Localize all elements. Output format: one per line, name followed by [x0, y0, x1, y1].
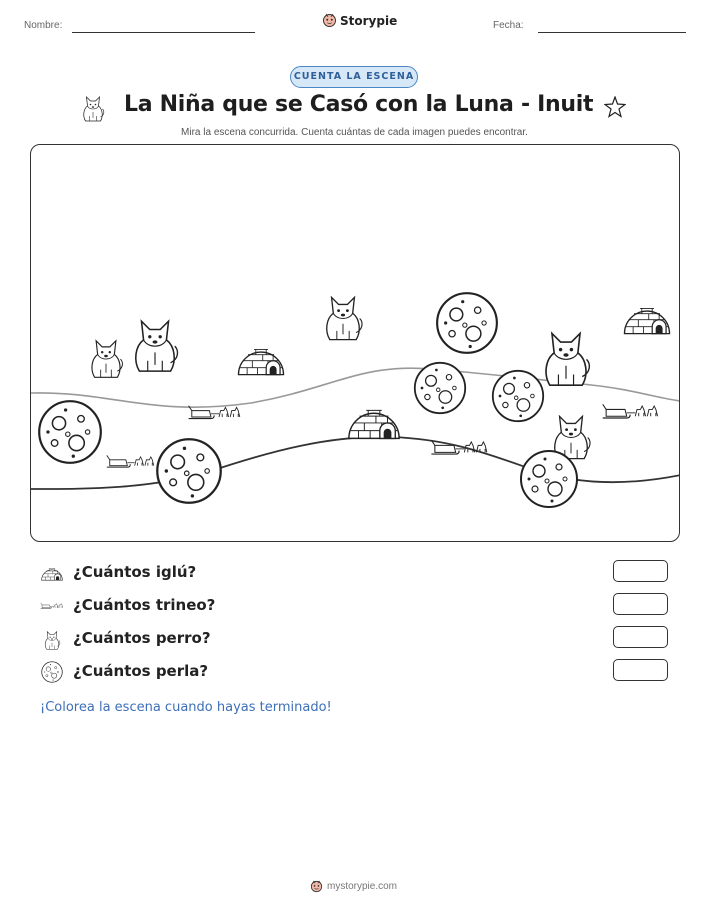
dog-1: [92, 341, 122, 377]
dog-2: [136, 321, 178, 371]
brand-name: Storypie: [340, 13, 398, 28]
date-label: Fecha:: [493, 20, 524, 31]
igloo-2: [624, 308, 669, 333]
sled-2: [107, 455, 154, 467]
storypie-logo: [322, 13, 397, 28]
title-row: [0, 92, 709, 124]
answer-box-dog[interactable]: [613, 626, 668, 648]
dog-icon: [40, 628, 64, 650]
igloo-3: [349, 410, 399, 438]
logo-icon: [322, 13, 337, 28]
sled-icon: [40, 595, 64, 617]
question-dog: ¿Cuántos perro?: [73, 629, 211, 647]
coloring-instruction: ¡Colorea la escena cuando hayas terminado!: [40, 700, 332, 715]
pearl-1: [437, 293, 497, 353]
sled-4: [603, 404, 658, 418]
scene-drawing: [31, 145, 680, 542]
dog-4: [546, 333, 589, 385]
footer-url: mystorypie.com: [327, 881, 398, 892]
date-field[interactable]: [538, 32, 686, 33]
igloo-1: [238, 349, 283, 374]
pearl-3: [493, 371, 543, 421]
question-row-sled: [40, 593, 680, 619]
igloo-icon: [40, 562, 64, 584]
question-row-dog: [40, 626, 680, 652]
logo-icon: [310, 880, 323, 893]
scene-illustration: [30, 144, 680, 542]
activity-badge: CUENTA LA ESCENA: [290, 66, 418, 88]
page-title: La Niña que se Casó con la Luna - Inuit: [124, 92, 594, 117]
answer-box-igloo[interactable]: [613, 560, 668, 582]
answer-box-pearl[interactable]: [613, 659, 668, 681]
pearl-5: [157, 439, 220, 502]
pearl-4: [39, 401, 101, 463]
star-icon: [604, 96, 626, 118]
pearl-2: [415, 363, 465, 413]
question-row-igloo: [40, 560, 680, 586]
answer-box-sled[interactable]: [613, 593, 668, 615]
question-pearl: ¿Cuántos perla?: [73, 662, 209, 680]
question-sled: ¿Cuántos trineo?: [73, 596, 216, 614]
pearl-6: [521, 451, 577, 507]
name-field[interactable]: [72, 32, 255, 33]
pearl-icon: [40, 661, 64, 683]
dog-3: [327, 297, 362, 339]
question-row-pearl: [40, 659, 680, 685]
dog-icon: [80, 92, 106, 122]
footer: [310, 880, 397, 893]
instructions-text: Mira la escena concurrida. Cuenta cuántas de cada imagen puedes encontrar.: [181, 127, 528, 138]
name-label: Nombre:: [24, 20, 63, 31]
question-igloo: ¿Cuántos iglú?: [73, 563, 197, 581]
